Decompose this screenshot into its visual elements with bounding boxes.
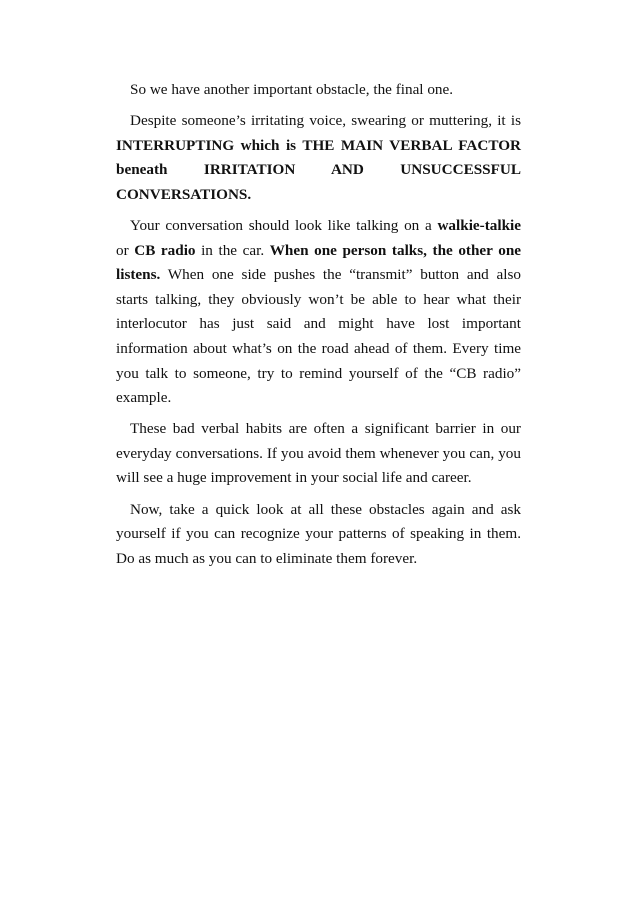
paragraph-conclusion xyxy=(116,498,521,572)
body-text xyxy=(116,78,521,578)
paragraph-text: Now, take a quick look at all these obstacles again and ask yourself if you can recognize your patterns of speaking in them. Do as much as you can to eliminate them forever. xyxy=(116,500,521,567)
paragraph-text: Despite someone’s irritating voice, swearing or muttering, it is xyxy=(130,112,521,130)
paragraph-text: When one side pushes the “transmit” button and also starts talking, they obviously won’t be able to hear what their interlocutor has just said and might have lost important information about what’s on the road ahead of them. Every time you talk to someone, try to remind yourself of the “CB radio” example. xyxy=(116,266,521,407)
paragraph-walkie-talkie xyxy=(116,214,521,411)
paragraph-text: So we have another important obstacle, the final one. xyxy=(130,81,454,98)
emphasis-text: INTERRUPTING which is THE MAIN VERBAL FACTOR beneath IRRITATION AND UNSUCCESSFUL CONVERSATIONS. xyxy=(116,136,521,203)
paragraph-interrupting xyxy=(116,109,521,207)
paragraph-text: These bad verbal habits are often a significant barrier in our everyday conversations. If you avoid them whenever you can, you will see a huge improvement in your social life and career. xyxy=(116,420,521,487)
paragraph-text: or xyxy=(116,241,135,259)
paragraph-bad-habits xyxy=(116,417,521,491)
emphasis-text: When one person talks, the other one listens. xyxy=(116,241,522,284)
paragraph-final-obstacle xyxy=(116,78,521,103)
paragraph-text: Your conversation should look like talking on a xyxy=(130,216,438,234)
emphasis-text: walkie-talkie xyxy=(437,216,521,234)
emphasis-text: CB radio xyxy=(134,241,196,259)
paragraph-text: in the car. xyxy=(195,241,270,259)
